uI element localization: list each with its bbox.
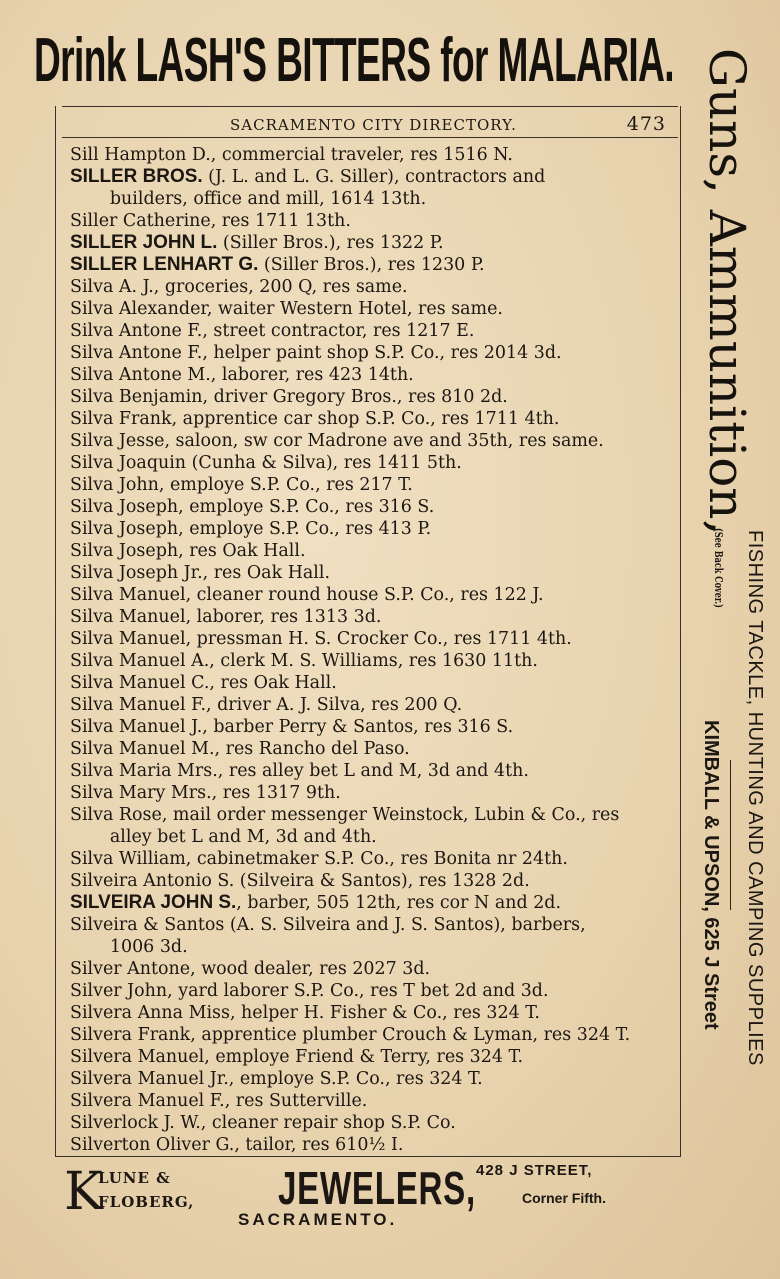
entry-bold-name: SILLER LENHART G. [70, 254, 259, 275]
entry-text: 1006 3d. [109, 937, 188, 957]
entry-text: Silvera Manuel Jr., employe S.P. Co., res 324 T. [70, 1069, 483, 1089]
directory-entry [70, 760, 670, 782]
fishing-tackle-line: FISHING TACKLE, HUNTING AND CAMPING SUPPLIES [744, 530, 766, 1066]
directory-entry [70, 232, 670, 254]
directory-entry [70, 870, 670, 892]
entry-text: (J. L. and L. G. Siller), contractors and [202, 167, 546, 187]
entry-text: Silveira & Santos (A. S. Silveira and J. S. Santos), barbers, [70, 915, 586, 935]
entry-text: Silva Manuel C., res Oak Hall. [70, 673, 337, 693]
entry-text: Silva Manuel, laborer, res 1313 3d. [70, 607, 382, 627]
directory-entry [70, 672, 670, 694]
entry-text: Silverton Oliver G., tailor, res 610½ I. [70, 1135, 404, 1155]
directory-entry [70, 848, 670, 870]
directory-entry [70, 144, 670, 166]
directory-entry [70, 1068, 670, 1090]
directory-entry [70, 782, 670, 804]
directory-entries [70, 144, 672, 1156]
directory-entry [70, 738, 670, 760]
entry-text: Silva John, employe S.P. Co., res 217 T. [70, 475, 413, 495]
directory-entry [70, 980, 670, 1002]
entry-text: Silverlock J. W., cleaner repair shop S.P. Co. [70, 1113, 456, 1133]
entry-text: Silveira Antonio S. (Silveira & Santos), res 1328 2d. [70, 871, 530, 891]
running-header [62, 114, 670, 136]
directory-entry [70, 166, 670, 188]
directory-entry [70, 936, 670, 958]
street-address: 428 J STREET, [476, 1162, 593, 1179]
entry-text: Silva Manuel, cleaner round house S.P. Co., res 122 J. [70, 585, 544, 605]
directory-entry [70, 650, 670, 672]
top-advertisement: Drink LASH'S BITTERS for MALARIA. [34, 26, 674, 95]
directory-entry [70, 210, 670, 232]
entry-text: Silva Manuel J., barber Perry & Santos, res 316 S. [70, 717, 514, 737]
directory-entry [70, 1134, 670, 1156]
entry-text: Silva Maria Mrs., res alley bet L and M, 3d and 4th. [70, 761, 529, 781]
entry-text: Siller Catherine, res 1711 13th. [70, 211, 351, 231]
entry-text: Silva William, cabinetmaker S.P. Co., res Bonita nr 24th. [70, 849, 568, 869]
directory-entry [70, 606, 670, 628]
directory-entry [70, 1112, 670, 1134]
entry-bold-name: SILLER JOHN L. [70, 232, 218, 253]
entry-text: Silver John, yard laborer S.P. Co., res T bet 2d and 3d. [70, 981, 549, 1001]
klune-floberg-names [98, 1166, 194, 1214]
entry-text: Silva Joaquin (Cunha & Silva), res 1411 5th. [70, 453, 462, 473]
entry-text: Silva Antone F., street contractor, res 1217 E. [70, 321, 475, 341]
directory-entry [70, 958, 670, 980]
entry-text: Silva Joseph, res Oak Hall. [70, 541, 306, 561]
entry-text: alley bet L and M, 3d and 4th. [109, 827, 377, 847]
directory-entry [70, 826, 670, 848]
city-name: SACRAMENTO. [238, 1210, 398, 1229]
entry-text: Silva Rose, mail order messenger Weinstock, Lubin & Co., res [70, 805, 620, 825]
directory-entry [70, 518, 670, 540]
directory-entry [70, 1002, 670, 1024]
header-bottom-rule [62, 137, 678, 138]
directory-entry [70, 804, 670, 826]
directory-entry [70, 584, 670, 606]
directory-entry [70, 540, 670, 562]
klune-initial: K [64, 1162, 103, 1222]
directory-entry [70, 254, 670, 276]
entry-text: Silver Antone, wood dealer, res 2027 3d. [70, 959, 431, 979]
directory-entry [70, 276, 670, 298]
entry-text: Silva Manuel M., res Rancho del Paso. [70, 739, 410, 759]
entry-text: Silva Jesse, saloon, sw cor Madrone ave and 35th, res same. [70, 431, 604, 451]
directory-entry [70, 342, 670, 364]
entry-text: Silvera Anna Miss, helper H. Fisher & Co., res 324 T. [70, 1003, 540, 1023]
entry-bold-name: SILLER BROS. [70, 166, 203, 187]
entry-text: Silva Benjamin, driver Gregory Bros., res 810 2d. [70, 387, 508, 407]
directory-entry [70, 364, 670, 386]
entry-text: Silva Manuel F., driver A. J. Silva, res 200 Q. [70, 695, 463, 715]
corner-fifth: Corner Fifth. [522, 1190, 606, 1206]
directory-entry [70, 188, 670, 210]
entry-text: Silva Manuel, pressman H. S. Crocker Co., res 1711 4th. [70, 629, 572, 649]
directory-entry [70, 1024, 670, 1046]
directory-entry [70, 430, 670, 452]
entry-text: , barber, 505 12th, res cor N and 2d. [236, 893, 562, 913]
bottom-advertisement [62, 1160, 692, 1270]
directory-entry [70, 628, 670, 650]
entry-text: Silva Joseph, employe S.P. Co., res 413 P. [70, 519, 432, 539]
lune-text: LUNE & [98, 1169, 171, 1187]
guns-ammunition-text: Guns, Ammunition, [698, 48, 756, 536]
directory-entry [70, 496, 670, 518]
entry-text: Silva A. J., groceries, 200 Q, res same. [70, 277, 408, 297]
directory-entry [70, 452, 670, 474]
directory-entry [70, 716, 670, 738]
directory-entry [70, 320, 670, 342]
entry-text: Sill Hampton D., commercial traveler, res 1516 N. [70, 145, 513, 165]
jewelers-text: JEWELERS, [278, 1162, 476, 1214]
see-back-cover-note: (See Back Cover.) [712, 528, 725, 609]
entry-text: Silvera Manuel F., res Sutterville. [70, 1091, 368, 1111]
directory-entry [70, 914, 670, 936]
entry-text: Silvera Manuel, employe Friend & Terry, res 324 T. [70, 1047, 524, 1067]
directory-entry [70, 1090, 670, 1112]
directory-entry [70, 892, 670, 914]
directory-entry [70, 694, 670, 716]
entry-text: Silva Antone F., helper paint shop S.P. Co., res 2014 3d. [70, 343, 562, 363]
directory-title: SACRAMENTO CITY DIRECTORY. [230, 116, 517, 134]
entry-text: builders, office and mill, 1614 13th. [109, 189, 427, 209]
entry-text: Silva Joseph, employe S.P. Co., res 316 S. [70, 497, 435, 517]
header-top-rule [62, 106, 678, 107]
entry-text: Silva Mary Mrs., res 1317 9th. [70, 783, 341, 803]
directory-entry [70, 1046, 670, 1068]
entry-text: (Siller Bros.), res 1230 P. [258, 255, 485, 275]
kimball-upson-line: KIMBALL & UPSON, 625 J Street [700, 720, 722, 1030]
directory-entry [70, 562, 670, 584]
entry-text: Silva Alexander, waiter Western Hotel, res same. [70, 299, 503, 319]
entry-text: Silva Antone M., laborer, res 423 14th. [70, 365, 414, 385]
entry-text: (Siller Bros.), res 1322 P. [217, 233, 444, 253]
directory-entry [70, 386, 670, 408]
directory-entry [70, 408, 670, 430]
directory-entry [70, 474, 670, 496]
entry-text: Silvera Frank, apprentice plumber Crouch & Lyman, res 324 T. [70, 1025, 631, 1045]
entry-text: Silva Joseph Jr., res Oak Hall. [70, 563, 331, 583]
entry-bold-name: SILVEIRA JOHN S. [70, 892, 237, 913]
floberg-text: FLOBERG, [98, 1193, 195, 1211]
entry-text: Silva Manuel A., clerk M. S. Williams, res 1630 11th. [70, 651, 538, 671]
entry-text: Silva Frank, apprentice car shop S.P. Co., res 1711 4th. [70, 409, 560, 429]
directory-entry [70, 298, 670, 320]
page-number: 473 [626, 113, 666, 135]
side-rule [730, 760, 731, 910]
